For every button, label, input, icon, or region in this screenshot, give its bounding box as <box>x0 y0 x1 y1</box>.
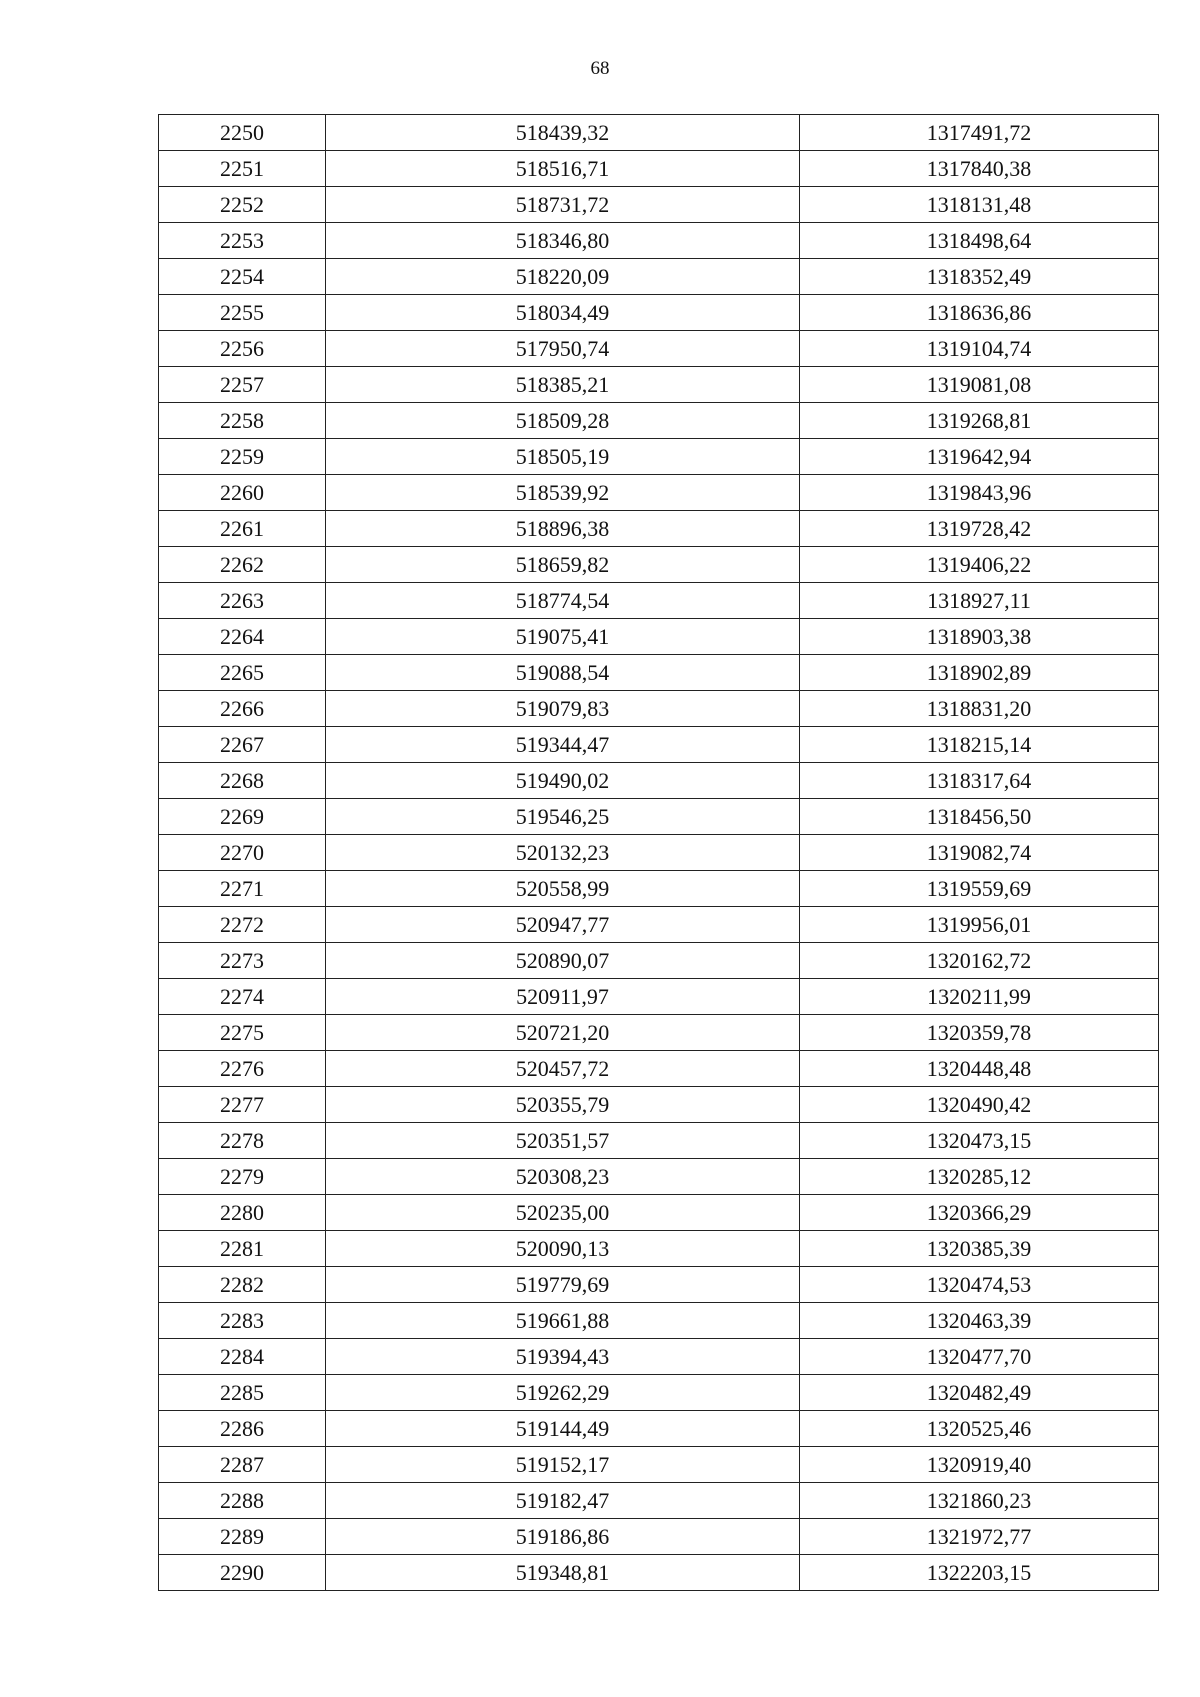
table-row <box>159 115 1159 151</box>
point-number-cell: 2260 <box>159 475 326 511</box>
y-coordinate-cell: 1319559,69 <box>800 871 1159 907</box>
point-number-cell: 2262 <box>159 547 326 583</box>
y-coordinate-cell: 1317840,38 <box>800 151 1159 187</box>
x-coordinate-cell: 518509,28 <box>326 403 800 439</box>
y-coordinate-cell: 1320919,40 <box>800 1447 1159 1483</box>
table-row <box>159 403 1159 439</box>
x-coordinate-cell: 519186,86 <box>326 1519 800 1555</box>
table-row <box>159 619 1159 655</box>
y-coordinate-cell: 1318902,89 <box>800 655 1159 691</box>
x-coordinate-cell: 518034,49 <box>326 295 800 331</box>
point-number-cell: 2271 <box>159 871 326 907</box>
y-coordinate-cell: 1320477,70 <box>800 1339 1159 1375</box>
y-coordinate-cell: 1321860,23 <box>800 1483 1159 1519</box>
x-coordinate-cell: 520890,07 <box>326 943 800 979</box>
page-number: 68 <box>590 58 610 79</box>
point-number-cell: 2253 <box>159 223 326 259</box>
y-coordinate-cell: 1320211,99 <box>800 979 1159 1015</box>
x-coordinate-cell: 519546,25 <box>326 799 800 835</box>
point-number-cell: 2282 <box>159 1267 326 1303</box>
x-coordinate-cell: 518896,38 <box>326 511 800 547</box>
y-coordinate-cell: 1318215,14 <box>800 727 1159 763</box>
y-coordinate-cell: 1317491,72 <box>800 115 1159 151</box>
table-row <box>159 583 1159 619</box>
y-coordinate-cell: 1319081,08 <box>800 367 1159 403</box>
x-coordinate-cell: 518516,71 <box>326 151 800 187</box>
point-number-cell: 2270 <box>159 835 326 871</box>
y-coordinate-cell: 1318927,11 <box>800 583 1159 619</box>
table-row <box>159 187 1159 223</box>
point-number-cell: 2272 <box>159 907 326 943</box>
x-coordinate-cell: 520090,13 <box>326 1231 800 1267</box>
table-row <box>159 1051 1159 1087</box>
point-number-cell: 2261 <box>159 511 326 547</box>
table-row <box>159 799 1159 835</box>
table-row <box>159 367 1159 403</box>
table-row <box>159 1159 1159 1195</box>
point-number-cell: 2274 <box>159 979 326 1015</box>
y-coordinate-cell: 1318456,50 <box>800 799 1159 835</box>
y-coordinate-cell: 1319956,01 <box>800 907 1159 943</box>
x-coordinate-cell: 519182,47 <box>326 1483 800 1519</box>
x-coordinate-cell: 519088,54 <box>326 655 800 691</box>
x-coordinate-cell: 520457,72 <box>326 1051 800 1087</box>
table-row <box>159 259 1159 295</box>
point-number-cell: 2276 <box>159 1051 326 1087</box>
y-coordinate-cell: 1320482,49 <box>800 1375 1159 1411</box>
y-coordinate-cell: 1319268,81 <box>800 403 1159 439</box>
table-row <box>159 331 1159 367</box>
x-coordinate-cell: 520558,99 <box>326 871 800 907</box>
point-number-cell: 2286 <box>159 1411 326 1447</box>
x-coordinate-cell: 517950,74 <box>326 331 800 367</box>
y-coordinate-cell: 1318317,64 <box>800 763 1159 799</box>
coordinates-table-body <box>159 115 1159 1591</box>
point-number-cell: 2284 <box>159 1339 326 1375</box>
point-number-cell: 2269 <box>159 799 326 835</box>
y-coordinate-cell: 1319104,74 <box>800 331 1159 367</box>
point-number-cell: 2251 <box>159 151 326 187</box>
y-coordinate-cell: 1321972,77 <box>800 1519 1159 1555</box>
point-number-cell: 2264 <box>159 619 326 655</box>
x-coordinate-cell: 519348,81 <box>326 1555 800 1591</box>
table-row <box>159 1303 1159 1339</box>
table-row <box>159 835 1159 871</box>
point-number-cell: 2267 <box>159 727 326 763</box>
point-number-cell: 2256 <box>159 331 326 367</box>
table-row <box>159 655 1159 691</box>
x-coordinate-cell: 520351,57 <box>326 1123 800 1159</box>
y-coordinate-cell: 1319642,94 <box>800 439 1159 475</box>
y-coordinate-cell: 1320463,39 <box>800 1303 1159 1339</box>
x-coordinate-cell: 519075,41 <box>326 619 800 655</box>
y-coordinate-cell: 1320359,78 <box>800 1015 1159 1051</box>
table-row <box>159 1123 1159 1159</box>
x-coordinate-cell: 519344,47 <box>326 727 800 763</box>
y-coordinate-cell: 1319728,42 <box>800 511 1159 547</box>
point-number-cell: 2289 <box>159 1519 326 1555</box>
x-coordinate-cell: 518539,92 <box>326 475 800 511</box>
y-coordinate-cell: 1320490,42 <box>800 1087 1159 1123</box>
point-number-cell: 2279 <box>159 1159 326 1195</box>
y-coordinate-cell: 1319406,22 <box>800 547 1159 583</box>
table-row <box>159 1411 1159 1447</box>
table-row <box>159 871 1159 907</box>
point-number-cell: 2255 <box>159 295 326 331</box>
point-number-cell: 2281 <box>159 1231 326 1267</box>
x-coordinate-cell: 518774,54 <box>326 583 800 619</box>
point-number-cell: 2280 <box>159 1195 326 1231</box>
point-number-cell: 2258 <box>159 403 326 439</box>
table-row <box>159 727 1159 763</box>
y-coordinate-cell: 1320474,53 <box>800 1267 1159 1303</box>
table-row <box>159 691 1159 727</box>
table-row <box>159 1447 1159 1483</box>
table-row <box>159 295 1159 331</box>
x-coordinate-cell: 519144,49 <box>326 1411 800 1447</box>
y-coordinate-cell: 1318498,64 <box>800 223 1159 259</box>
x-coordinate-cell: 520947,77 <box>326 907 800 943</box>
table-row <box>159 511 1159 547</box>
y-coordinate-cell: 1319082,74 <box>800 835 1159 871</box>
point-number-cell: 2263 <box>159 583 326 619</box>
point-number-cell: 2268 <box>159 763 326 799</box>
point-number-cell: 2273 <box>159 943 326 979</box>
table-row <box>159 1195 1159 1231</box>
y-coordinate-cell: 1320366,29 <box>800 1195 1159 1231</box>
y-coordinate-cell: 1320473,15 <box>800 1123 1159 1159</box>
point-number-cell: 2278 <box>159 1123 326 1159</box>
x-coordinate-cell: 518659,82 <box>326 547 800 583</box>
table-row <box>159 979 1159 1015</box>
point-number-cell: 2285 <box>159 1375 326 1411</box>
point-number-cell: 2283 <box>159 1303 326 1339</box>
x-coordinate-cell: 518731,72 <box>326 187 800 223</box>
table-row <box>159 943 1159 979</box>
x-coordinate-cell: 519079,83 <box>326 691 800 727</box>
x-coordinate-cell: 520235,00 <box>326 1195 800 1231</box>
x-coordinate-cell: 520355,79 <box>326 1087 800 1123</box>
table-row <box>159 439 1159 475</box>
point-number-cell: 2266 <box>159 691 326 727</box>
table-row <box>159 1483 1159 1519</box>
table-row <box>159 1375 1159 1411</box>
y-coordinate-cell: 1320385,39 <box>800 1231 1159 1267</box>
x-coordinate-cell: 520721,20 <box>326 1015 800 1051</box>
table-row <box>159 1087 1159 1123</box>
x-coordinate-cell: 519490,02 <box>326 763 800 799</box>
x-coordinate-cell: 518439,32 <box>326 115 800 151</box>
x-coordinate-cell: 520911,97 <box>326 979 800 1015</box>
coordinates-table <box>158 114 1159 1591</box>
x-coordinate-cell: 518346,80 <box>326 223 800 259</box>
point-number-cell: 2290 <box>159 1555 326 1591</box>
y-coordinate-cell: 1318131,48 <box>800 187 1159 223</box>
table-row <box>159 1267 1159 1303</box>
point-number-cell: 2250 <box>159 115 326 151</box>
point-number-cell: 2287 <box>159 1447 326 1483</box>
table-row <box>159 1339 1159 1375</box>
x-coordinate-cell: 518505,19 <box>326 439 800 475</box>
y-coordinate-cell: 1320525,46 <box>800 1411 1159 1447</box>
y-coordinate-cell: 1320285,12 <box>800 1159 1159 1195</box>
x-coordinate-cell: 519394,43 <box>326 1339 800 1375</box>
point-number-cell: 2265 <box>159 655 326 691</box>
y-coordinate-cell: 1322203,15 <box>800 1555 1159 1591</box>
point-number-cell: 2254 <box>159 259 326 295</box>
point-number-cell: 2288 <box>159 1483 326 1519</box>
table-row <box>159 151 1159 187</box>
point-number-cell: 2252 <box>159 187 326 223</box>
x-coordinate-cell: 519262,29 <box>326 1375 800 1411</box>
point-number-cell: 2277 <box>159 1087 326 1123</box>
x-coordinate-cell: 518385,21 <box>326 367 800 403</box>
x-coordinate-cell: 518220,09 <box>326 259 800 295</box>
table-row <box>159 223 1159 259</box>
y-coordinate-cell: 1320448,48 <box>800 1051 1159 1087</box>
table-row <box>159 547 1159 583</box>
point-number-cell: 2259 <box>159 439 326 475</box>
y-coordinate-cell: 1318352,49 <box>800 259 1159 295</box>
point-number-cell: 2257 <box>159 367 326 403</box>
x-coordinate-cell: 520308,23 <box>326 1159 800 1195</box>
y-coordinate-cell: 1320162,72 <box>800 943 1159 979</box>
y-coordinate-cell: 1318636,86 <box>800 295 1159 331</box>
table-row <box>159 475 1159 511</box>
x-coordinate-cell: 519779,69 <box>326 1267 800 1303</box>
table-row <box>159 1015 1159 1051</box>
table-row <box>159 907 1159 943</box>
x-coordinate-cell: 519661,88 <box>326 1303 800 1339</box>
y-coordinate-cell: 1318903,38 <box>800 619 1159 655</box>
x-coordinate-cell: 519152,17 <box>326 1447 800 1483</box>
table-row <box>159 1555 1159 1591</box>
y-coordinate-cell: 1319843,96 <box>800 475 1159 511</box>
table-row <box>159 1231 1159 1267</box>
table-row <box>159 763 1159 799</box>
x-coordinate-cell: 520132,23 <box>326 835 800 871</box>
y-coordinate-cell: 1318831,20 <box>800 691 1159 727</box>
point-number-cell: 2275 <box>159 1015 326 1051</box>
table-row <box>159 1519 1159 1555</box>
